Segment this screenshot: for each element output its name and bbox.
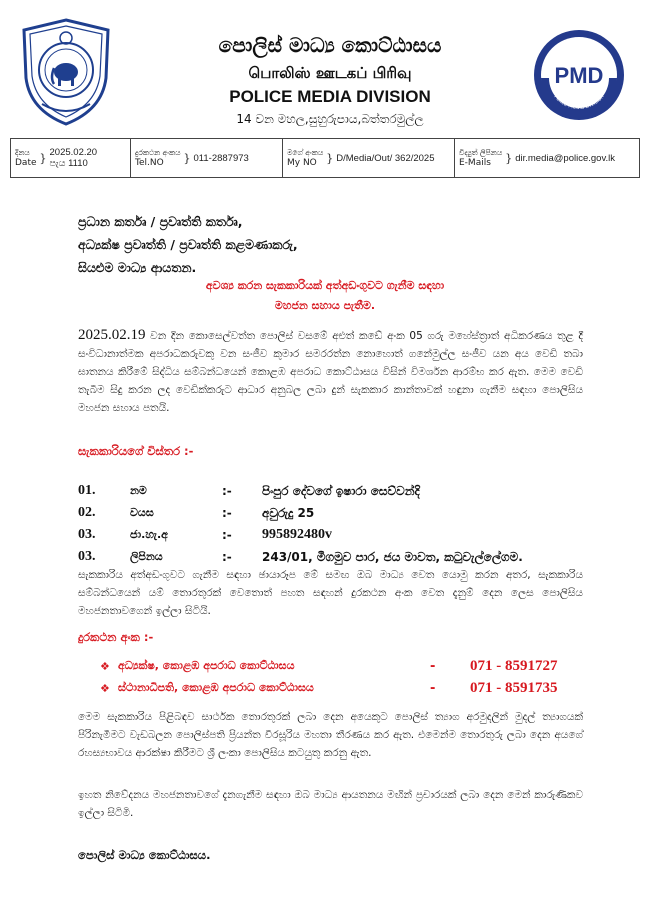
email-label-en: E-Mails bbox=[459, 158, 491, 168]
detail-colon: :- bbox=[222, 484, 232, 498]
contact-list bbox=[100, 655, 570, 699]
subject-line: මහජන සහාය පැතීම. bbox=[274, 299, 376, 312]
detail-colon: :- bbox=[222, 550, 232, 564]
contact-row bbox=[100, 655, 570, 677]
detail-row bbox=[78, 524, 523, 546]
detail-colon: :- bbox=[222, 528, 232, 542]
date-label-en: Date bbox=[15, 158, 37, 168]
my-no-label-en: My NO bbox=[287, 158, 317, 168]
subject-heading bbox=[100, 276, 550, 316]
pmd-ring-text: Police Media Division bbox=[552, 93, 606, 112]
detail-label: ජා.හැ.අ bbox=[130, 528, 168, 541]
addressee-block bbox=[78, 210, 583, 279]
signature: පොලිස් මාධ්‍ය කොට්ඨාසය. bbox=[78, 848, 211, 862]
paragraph-publicity: ඉහත නිවේදනය මහජනතාවගේ දැනගැනීම සඳහා ඔබ මාධ්‍ය ආයතනය මඟින් ප්‍රචාරයක් ලබා දෙන මෙන් කාරුණිකව ඉල්ලා සිටිමි. bbox=[78, 789, 583, 819]
time-value: පැය 1110 bbox=[49, 158, 88, 169]
diamond-bullet-icon: ❖ bbox=[100, 681, 110, 695]
date-cell: දිනය Date } 2025.02.20 පැය 1110 bbox=[11, 139, 131, 177]
contact-row bbox=[100, 677, 570, 699]
police-crest-icon bbox=[22, 18, 110, 126]
pmd-logo-icon bbox=[532, 28, 626, 122]
date-value: 2025.02.20 bbox=[49, 147, 98, 158]
title-sinhala: පොලිස් මාධ්‍ය කොට්ඨාසය bbox=[218, 33, 442, 57]
addressee-line: ප්‍රධාන කර්තෘ / ප්‍රවෘත්ති කර්තෘ, bbox=[78, 214, 243, 229]
diamond-bullet-icon: ❖ bbox=[100, 659, 110, 673]
my-no-cell: මගේ අංකය My NO } D/Media/Out/ 362/2025 bbox=[283, 139, 455, 177]
detail-value: 243/01, මීගමුව පාර, ජය මාවත, කටුවැල්ලේගම. bbox=[262, 549, 523, 564]
title-english: POLICE MEDIA DIVISION bbox=[229, 87, 431, 106]
email-value[interactable]: dir.media@police.gov.lk bbox=[515, 152, 615, 164]
contact-number[interactable]: 071 - 8591727 bbox=[470, 657, 558, 674]
tel-cell: දුරකථන අංකය Tel.NO } 011-2887973 bbox=[131, 139, 283, 177]
contact-dash: - bbox=[430, 658, 436, 674]
detail-value: පිංපුර දේවගේ ඉෂාරා සෙව්වන්දි bbox=[262, 483, 420, 498]
detail-no: 03. bbox=[78, 549, 96, 564]
reference-bar bbox=[10, 138, 640, 178]
paragraph-reward: මෙම සැකකාරිය පිළිබඳව සාර්ථක තොරතුරක් ලබා දෙන අයෙකුට පොලිස් ත්‍යාග අරමුදලින් මුදල් ත්‍යාගයක් පිරිනැමීමට වැඩබලන පොලිස්පති ප්‍රියන්ත වීරසූරිය මහතා තීරණය කර ඇත. එමෙන්ම තොරතුරු ලබා දෙන අයගේ රහස්‍යභාවය ආරක්ෂා කිරීමට ශ්‍රී ලංකා පොලිසිය කටයුතු කරනු ඇත. bbox=[78, 711, 583, 759]
contact-name: අධ්‍යක්ෂ, කොළඹ අපරාධ කොට්ඨාසය bbox=[118, 659, 295, 672]
date-label-si: දිනය bbox=[15, 148, 30, 157]
contact-dash: - bbox=[430, 680, 436, 696]
detail-row bbox=[78, 502, 523, 524]
details-heading: සැකකාරියගේ විස්තර :- bbox=[78, 444, 194, 458]
title-tamil: பொலிஸ் ஊடகப் பிரிவு bbox=[248, 64, 412, 82]
paragraph-request: සැකකාරිය අත්අඩංගුවට ගැනීම සඳහා ඡායාරූප මේ සමඟ ඔබ මාධ්‍ය වෙත යොමු කරන අතර, සැකකාරිය සම්බන්ධයෙන් යම් තොරතුරක් වෙතොත් පහත සඳහන් දුරකථන අංක වෙත දැනුම් දෙන ලෙස පොලිසිය මහජනතාවගෙන් ඉල්ලා සිටියි. bbox=[78, 569, 583, 617]
detail-label: නම bbox=[130, 484, 147, 497]
detail-no: 03. bbox=[78, 527, 96, 542]
office-address: 14 වන මහල,සුහුරුපාය,බත්තරමුල්ල bbox=[236, 112, 424, 126]
detail-value: අවුරුදු 25 bbox=[262, 505, 315, 520]
tel-label-en: Tel.NO bbox=[135, 158, 164, 168]
addressee-line: අධ්‍යක්ෂ ප්‍රවෘත්ති / ප්‍රවෘත්ති කළමණාකරු, bbox=[78, 237, 298, 252]
incident-date: 2025.02.19 bbox=[78, 327, 146, 343]
email-cell: විද්‍යුත් ලිපිනය E-Mails } dir.media@police.gov.lk bbox=[459, 148, 615, 168]
contact-number[interactable]: 071 - 8591735 bbox=[470, 679, 558, 696]
my-no-label-si: මගේ අංකය bbox=[287, 148, 324, 157]
incident-text: වන දින කොසෙල්වත්ත පොලිස් වසමේ අළුත් කඩේ අංක 05 ගරු මහේස්ත්‍රාත් අධිකරණය තුළ දී සංවිධානාත්මක අපරාධකරුවකු වන සංජීව කුමාර සමරරත්න නොහොත් ගනේමුල්ල සංජීව යන අය වෙඩි තබා ඝාතනය කිරීමේ සිද්ධිය සම්බන්ධයෙන් කොළඹ අපරාධ කොට්ඨාසය විසින් විමර්ශන ආරම්භ කර ඇත. මෙම වෙඩි තැබීම සිදු කරන ලද වෙඩික්කරුට ආධාර අනුබල ලබා දුන් සැකකාර කාන්තාවක් හඳුනා ගැනීම සඳහා පොලිසිය මහජන සහාය පතයි. bbox=[78, 330, 583, 414]
detail-colon: :- bbox=[222, 506, 232, 520]
contacts-heading: දුරකථන අංක :- bbox=[78, 630, 154, 644]
detail-row bbox=[78, 480, 523, 502]
detail-no: 01. bbox=[78, 483, 96, 498]
contact-name: ස්ථානාධිපති, කොළඹ අපරාධ කොට්ඨාසය bbox=[118, 681, 314, 694]
letterhead bbox=[0, 0, 650, 138]
paragraph-incident bbox=[78, 326, 583, 417]
tel-value: 011-2887973 bbox=[193, 152, 249, 164]
detail-no: 02. bbox=[78, 505, 96, 520]
detail-row bbox=[78, 546, 523, 568]
detail-label: ලිපිනය bbox=[130, 550, 163, 563]
email-label-si: විද්‍යුත් ලිපිනය bbox=[459, 148, 503, 157]
pmd-logo-text: PMD bbox=[554, 63, 604, 88]
suspect-details bbox=[78, 480, 523, 568]
detail-value: 995892480v bbox=[262, 527, 332, 542]
my-no-value: D/Media/Out/ 362/2025 bbox=[336, 152, 435, 164]
tel-label-si: දුරකථන අංකය bbox=[135, 148, 181, 157]
addressee-line: සියළුම මාධ්‍ය ආයතන. bbox=[78, 260, 197, 275]
detail-label: වයස bbox=[130, 506, 154, 519]
subject-line: අවශ්‍ය කරන සැකකාරියක් අත්අඩංගුවට ගැනීම සඳහා bbox=[205, 279, 445, 292]
